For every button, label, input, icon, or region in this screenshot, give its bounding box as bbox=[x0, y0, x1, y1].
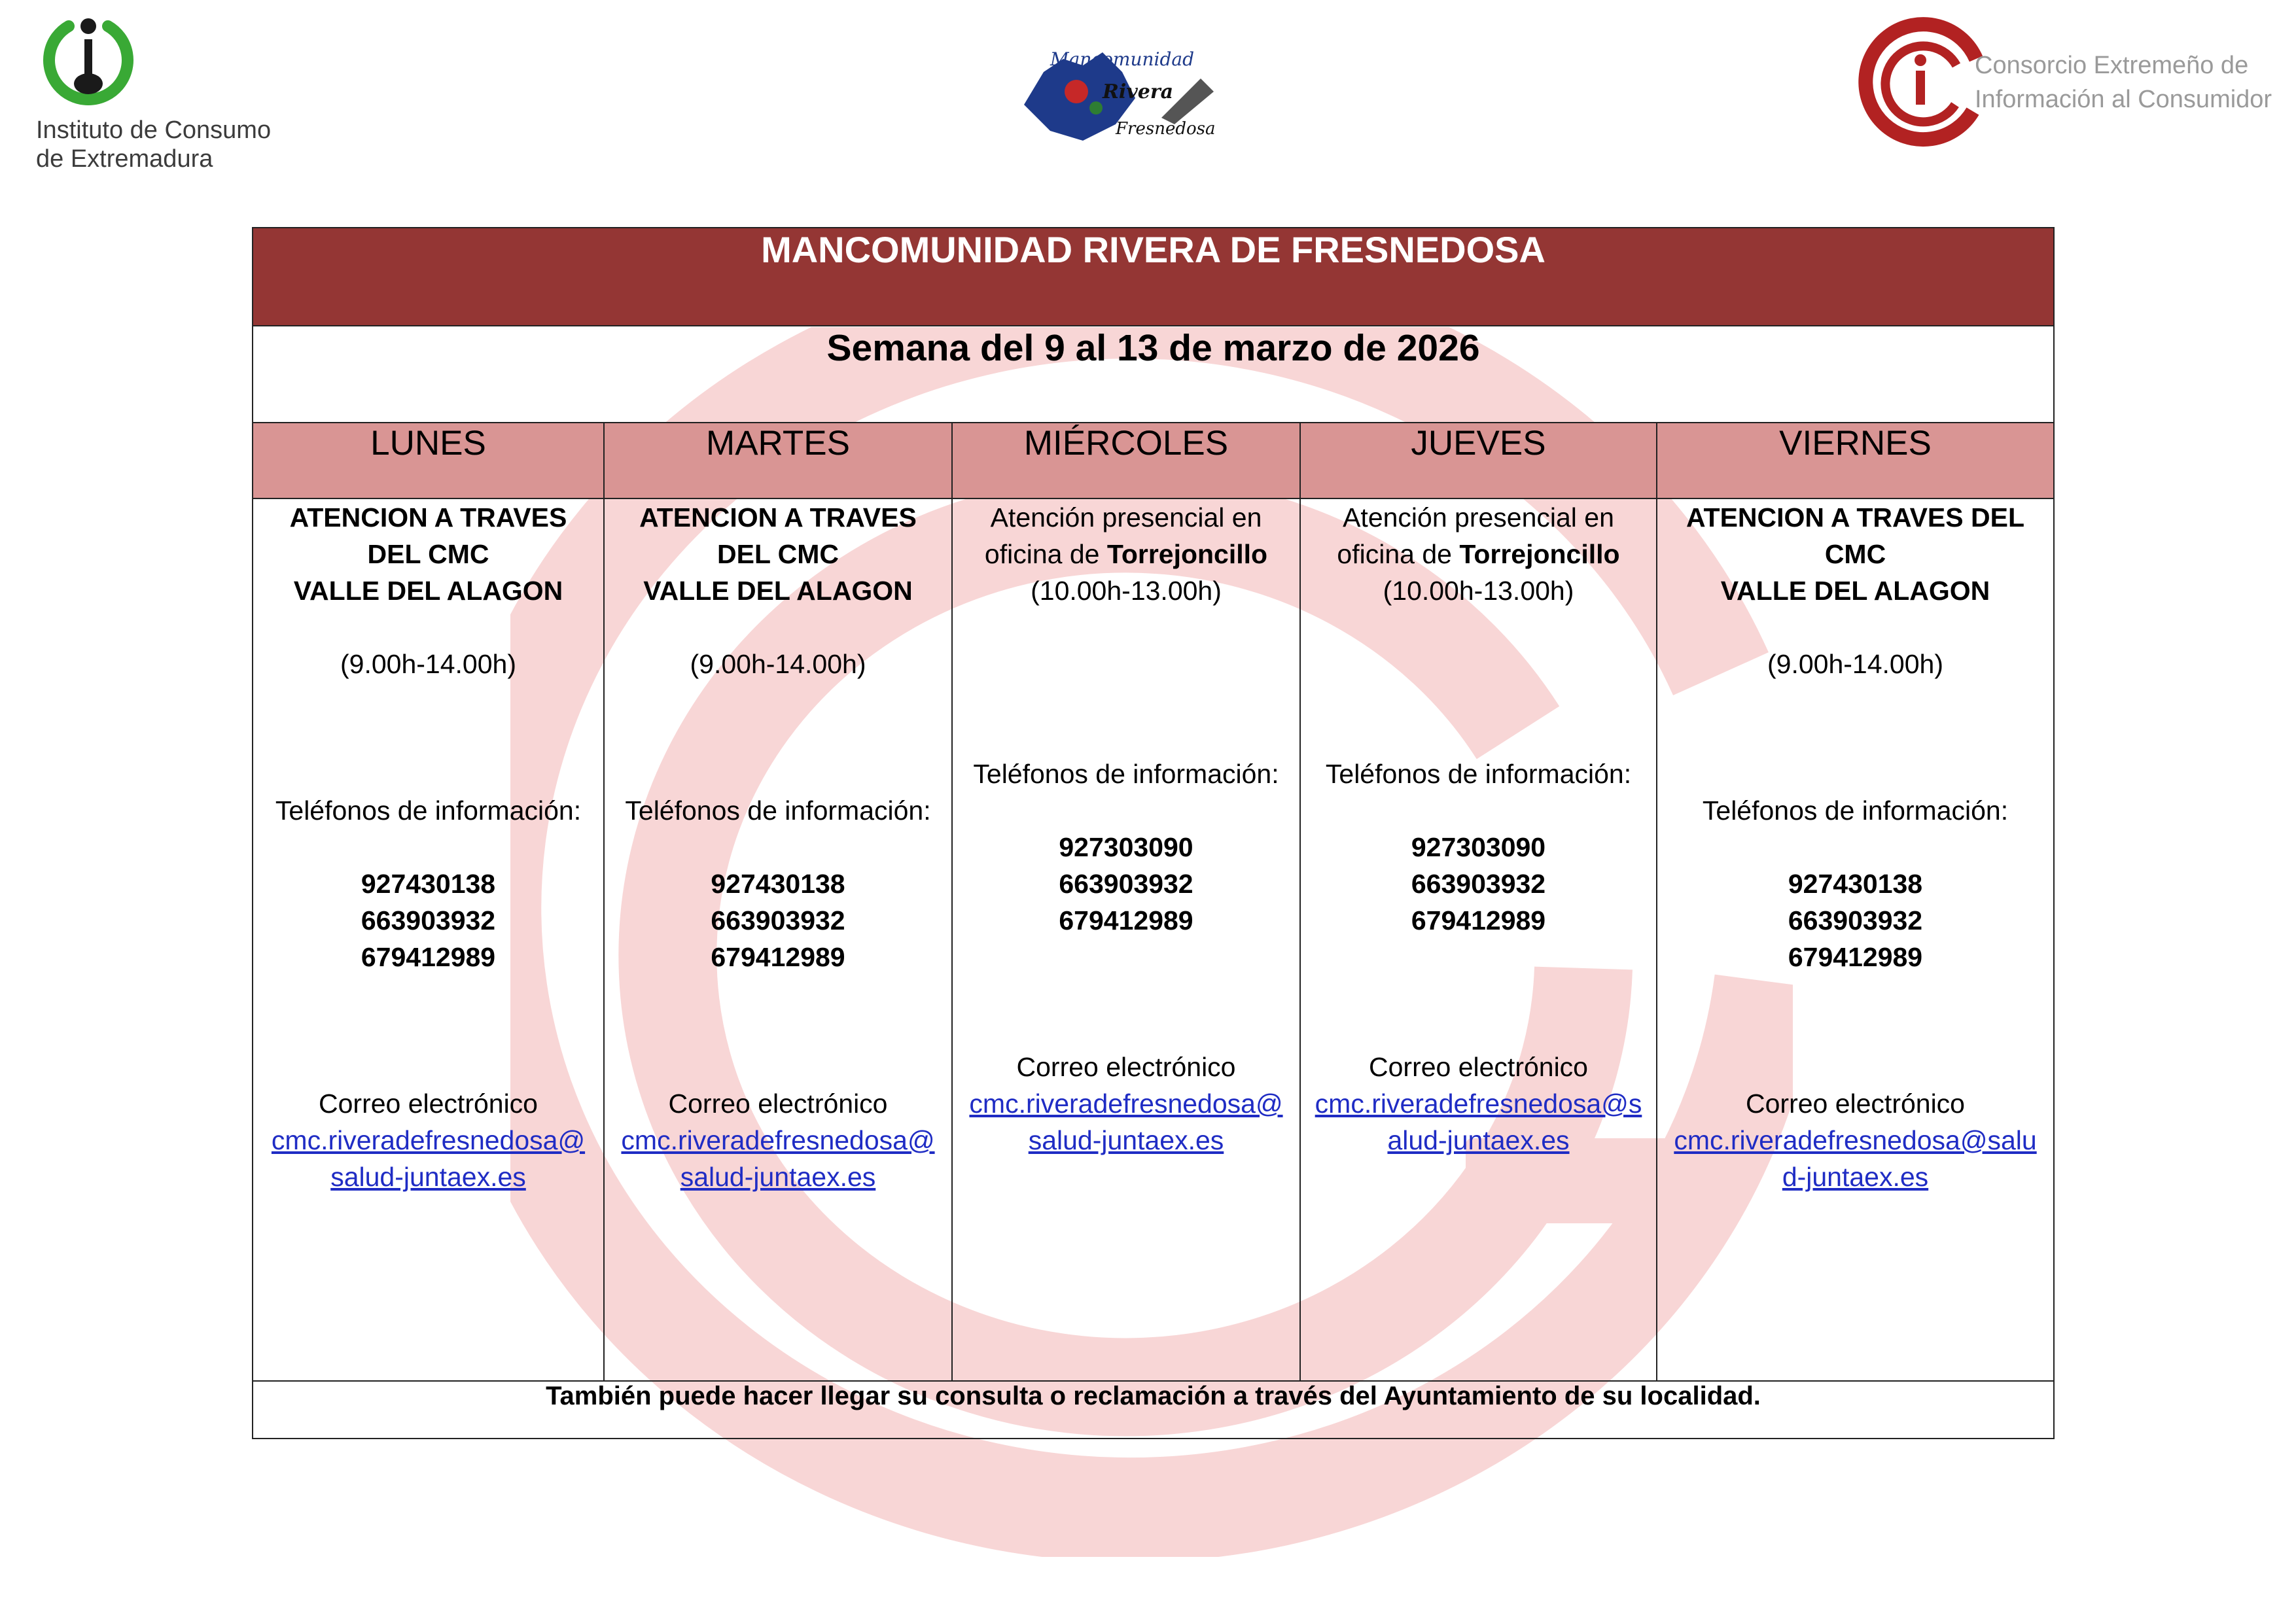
day-cell-martes bbox=[604, 498, 952, 1381]
footer-row bbox=[253, 1381, 2054, 1439]
phone-number: 679412989 bbox=[1059, 905, 1193, 935]
phone-number: 679412989 bbox=[1788, 942, 1923, 972]
day-cell-jueves bbox=[1300, 498, 1657, 1381]
office-town: Torrejoncillo bbox=[1106, 539, 1268, 569]
day-header-martes: MARTES bbox=[604, 423, 952, 498]
email-link[interactable]: cmc.riveradefresnedosa@salud-juntaex.es bbox=[969, 1089, 1283, 1155]
consorcio-logo-icon bbox=[1858, 13, 1989, 150]
ice-logo bbox=[36, 7, 285, 177]
schedule-table bbox=[252, 227, 2055, 1439]
office-prefix: oficina de bbox=[1337, 539, 1460, 569]
email-label: Correo electrónico bbox=[1746, 1089, 1965, 1119]
day-header-miercoles: MIÉRCOLES bbox=[952, 423, 1300, 498]
opening-hours: (9.00h-14.00h) bbox=[690, 649, 866, 679]
attention-office bbox=[1314, 536, 1643, 572]
day-body-row bbox=[253, 498, 2054, 1381]
attention-center: VALLE DEL ALAGON bbox=[293, 576, 563, 606]
opening-hours: (10.00h-13.00h) bbox=[1031, 576, 1222, 606]
opening-hours: (10.00h-13.00h) bbox=[1383, 576, 1574, 606]
office-town: Torrejoncillo bbox=[1459, 539, 1620, 569]
phone-number: 927430138 bbox=[1788, 869, 1923, 899]
day-header-lunes: LUNES bbox=[253, 423, 604, 498]
footer-note: También puede hacer llegar su consulta o reclamación a través del Ayuntamiento de su localidad. bbox=[253, 1381, 2054, 1439]
office-prefix: oficina de bbox=[984, 539, 1107, 569]
phone-number: 663903932 bbox=[711, 905, 845, 935]
consorcio-logo bbox=[1858, 13, 2284, 150]
phone-number: 927430138 bbox=[711, 869, 845, 899]
day-cell-miercoles bbox=[952, 498, 1300, 1381]
phones-label: Teléfonos de información: bbox=[275, 795, 582, 826]
phone-number: 927303090 bbox=[1059, 832, 1193, 862]
day-header-row bbox=[253, 423, 2054, 498]
attention-title: Atención presencial en bbox=[1343, 502, 1614, 532]
email-link[interactable]: cmc.riveradefresnedosa@salud-juntaex.es bbox=[1315, 1089, 1642, 1155]
ice-logo-line2: de Extremadura bbox=[36, 145, 213, 173]
mancomunidad-map-icon bbox=[1004, 26, 1233, 150]
email-label: Correo electrónico bbox=[1016, 1052, 1236, 1082]
phone-number: 663903932 bbox=[361, 905, 496, 935]
phones-label: Teléfonos de información: bbox=[1325, 759, 1632, 789]
email-label: Correo electrónico bbox=[668, 1089, 888, 1119]
phone-number: 927303090 bbox=[1411, 832, 1546, 862]
phone-number: 663903932 bbox=[1788, 905, 1923, 935]
mancomunidad-logo bbox=[1004, 26, 1233, 150]
mancomunidad-word3: Fresnedosa bbox=[1116, 119, 1216, 139]
consorcio-line2: Información al Consumidor bbox=[1975, 86, 2272, 113]
consorcio-line1: Consorcio Extremeño de bbox=[1975, 52, 2249, 79]
phones-label: Teléfonos de información: bbox=[973, 759, 1279, 789]
email-label: Correo electrónico bbox=[1369, 1052, 1588, 1082]
phone-number: 927430138 bbox=[361, 869, 496, 899]
opening-hours: (9.00h-14.00h) bbox=[1767, 649, 1943, 679]
attention-center: VALLE DEL ALAGON bbox=[1720, 576, 1990, 606]
phone-number: 679412989 bbox=[711, 942, 845, 972]
title-row bbox=[253, 228, 2054, 326]
week-row bbox=[253, 326, 2054, 423]
mancomunidad-word2: Rivera bbox=[1103, 80, 1174, 103]
opening-hours: (9.00h-14.00h) bbox=[340, 649, 516, 679]
ice-logo-icon bbox=[36, 7, 141, 111]
day-header-jueves: JUEVES bbox=[1300, 423, 1657, 498]
day-cell-viernes bbox=[1657, 498, 2054, 1381]
phone-number: 663903932 bbox=[1059, 869, 1193, 899]
attention-title: ATENCION A TRAVES DEL CMC bbox=[1686, 502, 2025, 569]
attention-title: ATENCION A TRAVES DEL CMC bbox=[289, 502, 567, 569]
phone-number: 679412989 bbox=[1411, 905, 1546, 935]
attention-center: VALLE DEL ALAGON bbox=[643, 576, 913, 606]
mancomunidad-word1: Mancomunidad bbox=[1050, 48, 1195, 70]
email-link[interactable]: cmc.riveradefresnedosa@salud-juntaex.es bbox=[271, 1125, 586, 1192]
schedule-title: MANCOMUNIDAD RIVERA DE FRESNEDOSA bbox=[253, 228, 2054, 326]
week-heading: Semana del 9 al 13 de marzo de 2026 bbox=[253, 326, 2054, 423]
phone-number: 663903932 bbox=[1411, 869, 1546, 899]
email-link[interactable]: cmc.riveradefresnedosa@salud-juntaex.es bbox=[621, 1125, 935, 1192]
ice-logo-line1: Instituto de Consumo bbox=[36, 116, 272, 144]
phone-number: 679412989 bbox=[361, 942, 496, 972]
email-link[interactable]: cmc.riveradefresnedosa@salud-juntaex.es bbox=[1674, 1125, 2037, 1192]
email-label: Correo electrónico bbox=[319, 1089, 538, 1119]
phones-label: Teléfonos de información: bbox=[1702, 795, 2009, 826]
day-header-viernes: VIERNES bbox=[1657, 423, 2054, 498]
attention-title: Atención presencial en bbox=[990, 502, 1262, 532]
attention-title: ATENCION A TRAVES DEL CMC bbox=[639, 502, 917, 569]
phones-label: Teléfonos de información: bbox=[625, 795, 931, 826]
day-cell-lunes bbox=[253, 498, 604, 1381]
attention-office bbox=[966, 536, 1286, 572]
